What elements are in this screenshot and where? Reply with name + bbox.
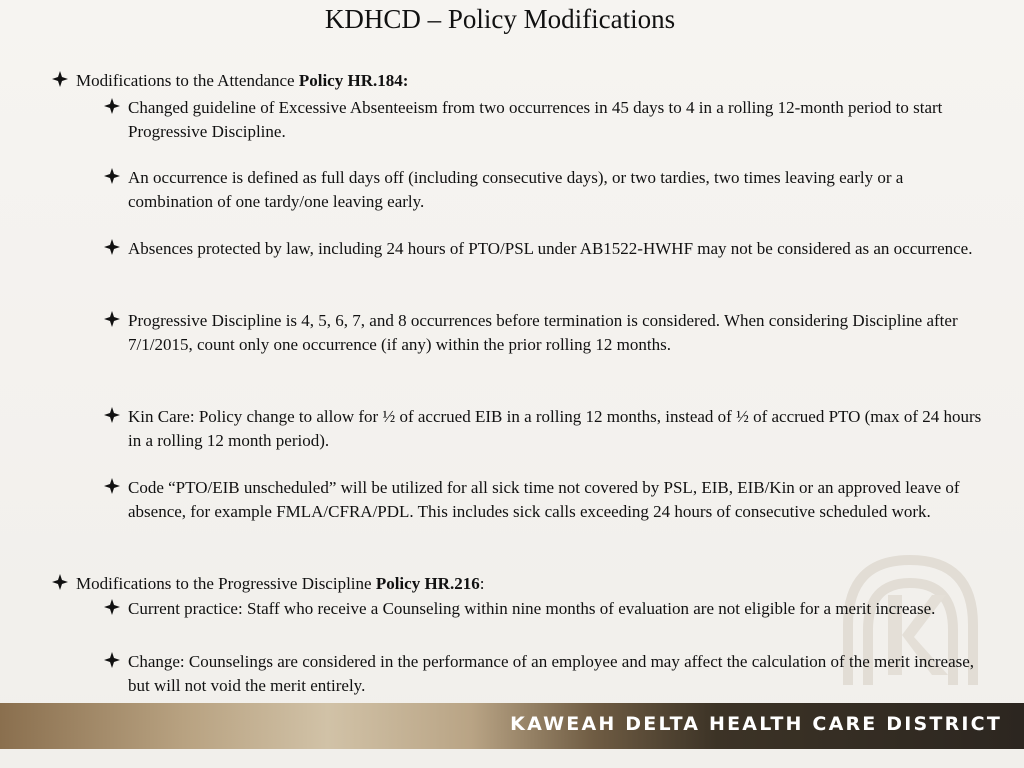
list-item — [104, 166, 984, 213]
diamond-bullet-icon — [104, 599, 120, 615]
list-item-text: Change: Counselings are considered in the performance of an employee and may affect the calculation of the merit increase, but will not void the merit entirely. — [128, 652, 975, 695]
list-item — [104, 96, 984, 143]
list-item-text: Absences protected by law, including 24 hours of PTO/PSL under AB1522-HWHF may not be considered as an occurrence. — [128, 239, 973, 258]
section-attendance — [52, 69, 992, 93]
diamond-bullet-icon — [104, 407, 120, 423]
list-item — [104, 237, 984, 261]
organization-name: KAWEAH DELTA HEALTH CARE DISTRICT — [510, 713, 1002, 735]
list-item — [104, 597, 984, 621]
footer-banner — [0, 703, 1024, 749]
diamond-bullet-icon — [52, 574, 68, 590]
list-item-text: Progressive Discipline is 4, 5, 6, 7, and 8 occurrences before termination is considered. When considering Discipline after 7/1/2015, count only one occurrence (if any) within the prior rolling 12 months. — [128, 311, 958, 354]
list-item-text: Changed guideline of Excessive Absenteeism from two occurrences in 45 days to 4 in a rolling 12-month period to start Progressive Discipline. — [128, 98, 943, 141]
diamond-bullet-icon — [104, 239, 120, 255]
diamond-bullet-icon — [52, 71, 68, 87]
list-item-text: Code “PTO/EIB unscheduled” will be utilized for all sick time not covered by PSL, EIB, EIB/Kin or an approved leave of absence, for example FMLA/CFRA/PDL. This includes sick calls exceeding 24 hours of consecutive scheduled work. — [128, 478, 960, 521]
diamond-bullet-icon — [104, 311, 120, 327]
list-item — [104, 405, 984, 452]
diamond-bullet-icon — [104, 98, 120, 114]
policy-reference: Policy HR.184: — [298, 71, 409, 90]
policy-reference: Policy HR.216 — [375, 574, 480, 593]
list-item-text: Current practice: Staff who receive a Counseling within nine months of evaluation are not eligible for a merit increase. — [128, 599, 936, 618]
list-item-text: Kin Care: Policy change to allow for ½ of accrued EIB in a rolling 12 months, instead of ½ of accrued PTO (max of 24 hours in a rolling 12 month period). — [128, 407, 982, 450]
list-item — [104, 476, 984, 523]
diamond-bullet-icon — [104, 652, 120, 668]
diamond-bullet-icon — [104, 478, 120, 494]
list-item — [104, 650, 984, 697]
list-item-text: An occurrence is defined as full days off (including consecutive days), or two tardies, two times leaving early or a combination of one tardy/one leaving early. — [128, 168, 904, 211]
slide-title: KDHCD – Policy Modifications — [324, 4, 676, 34]
diamond-bullet-icon — [104, 168, 120, 184]
section-intro: Modifications to the Attendance — [76, 71, 299, 90]
footer-strip — [0, 749, 1024, 768]
list-item — [104, 309, 984, 356]
section-intro: Modifications to the Progressive Discipline — [76, 574, 376, 593]
section-progressive-discipline: Modifications to the Progressive Discipline Policy HR.216: — [52, 572, 992, 596]
